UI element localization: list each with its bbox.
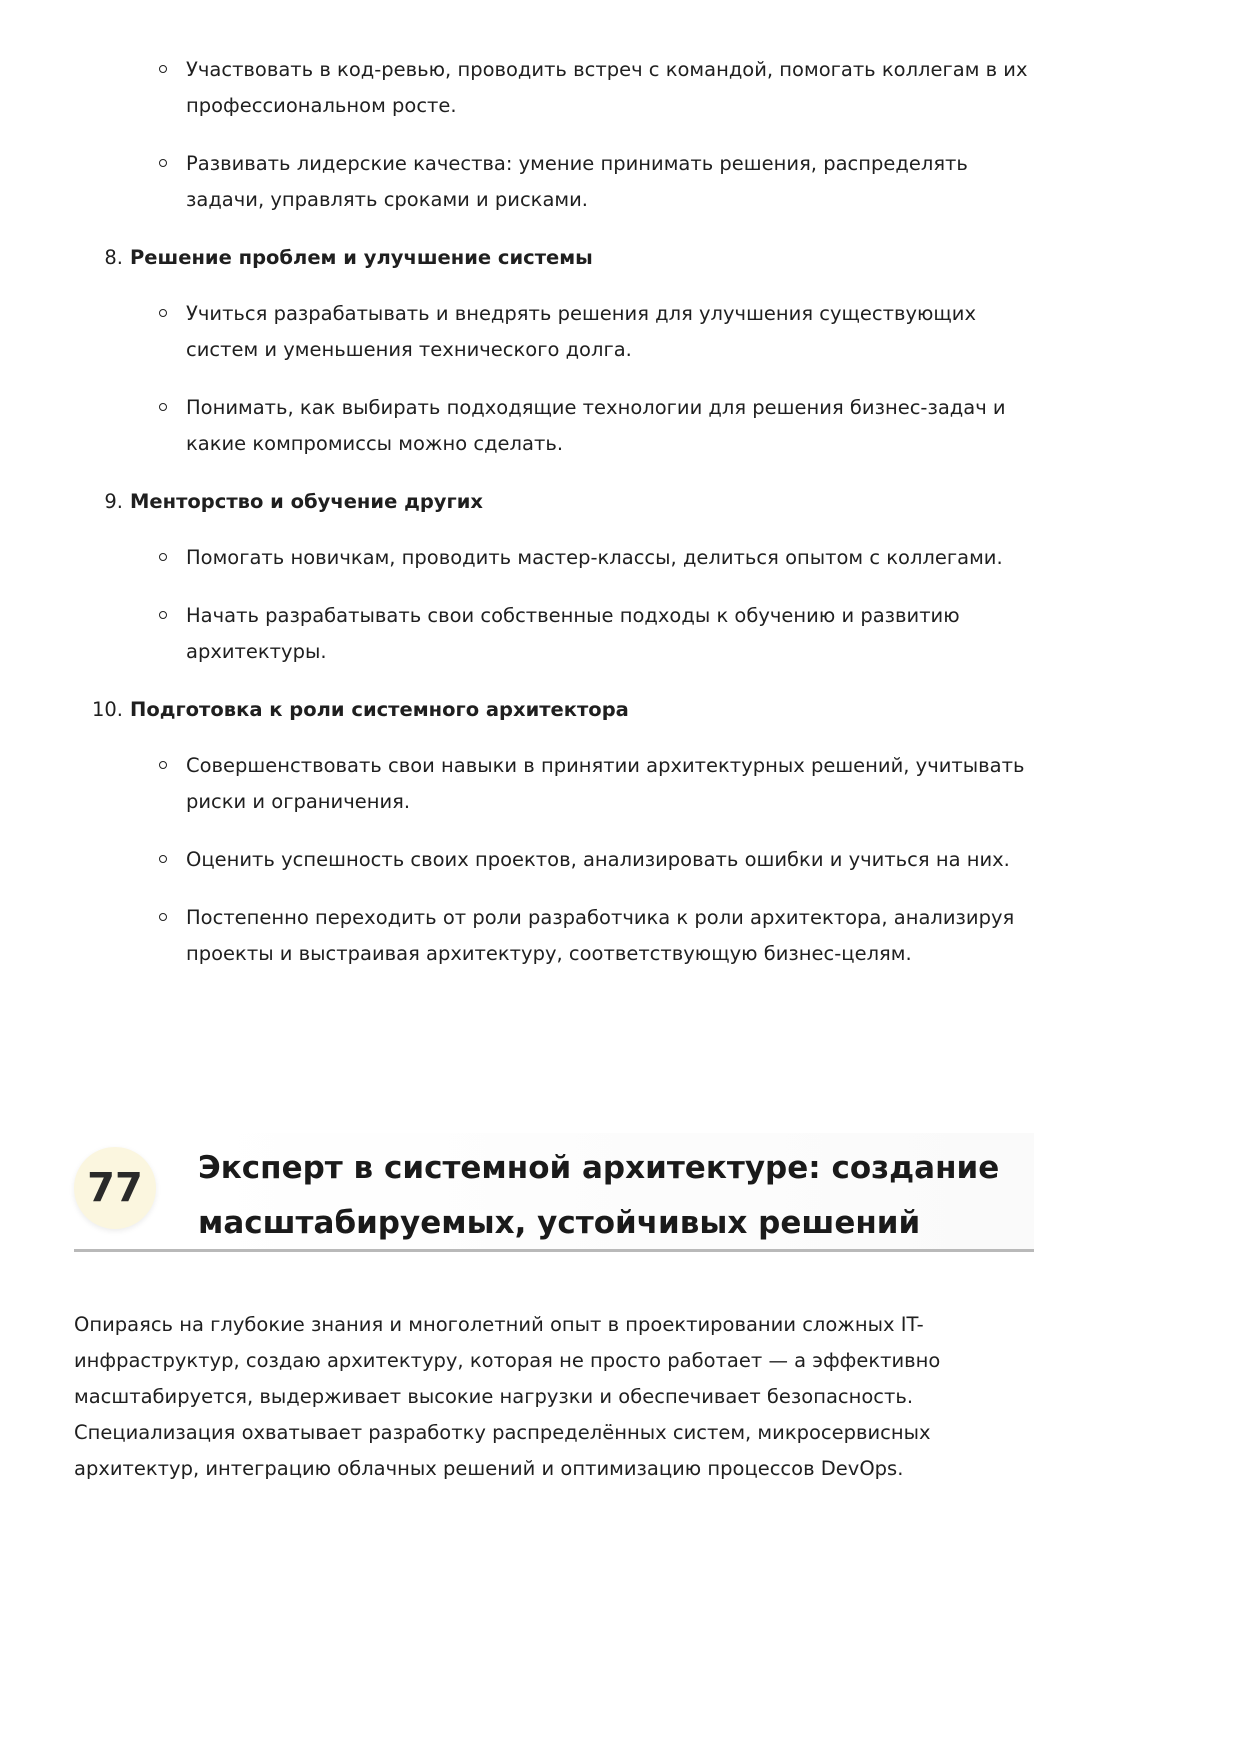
list-item — [0, 598, 1103, 670]
section-heading — [0, 240, 1103, 276]
list-item-text: Оценить успешность своих проектов, анализировать ошибки и учиться на них. — [186, 848, 1010, 871]
hollow-bullet-icon — [159, 309, 167, 317]
hollow-bullet-icon — [159, 403, 167, 411]
hollow-bullet-icon — [159, 913, 167, 921]
list-item — [0, 390, 1103, 462]
hollow-bullet-icon — [159, 611, 167, 619]
list-item — [0, 842, 1103, 878]
chapter-header — [74, 1133, 1034, 1251]
hollow-bullet-icon — [159, 65, 167, 73]
list-item-text: Учиться разрабатывать и внедрять решения для улучшения существующих систем и уменьшения технического долга. — [186, 302, 977, 361]
list-item — [0, 540, 1103, 576]
section-bullet-list — [0, 296, 1103, 462]
hollow-bullet-icon — [159, 159, 167, 167]
list-item-text: Совершенствовать свои навыки в принятии архитектурных решений, учитывать риски и ограничения. — [186, 754, 1025, 813]
intro-paragraph: Опираясь на глубокие знания и многолетний опыт в проектировании сложных IT-инфраструктур, создаю архитектуру, которая не просто работает — а эффективно масштабируется, выдерживает высокие нагрузки и обеспечивает безопасность. Специализация охватывает разработку распределённых систем, микросервисных архитектур, интеграцию облачных решений и оптимизацию процессов DevOps. — [74, 1312, 941, 1480]
numbered-sections — [0, 240, 1103, 994]
section-bullet-list — [0, 540, 1103, 670]
hollow-bullet-icon — [159, 855, 167, 863]
section-8 — [0, 240, 1103, 462]
list-item — [0, 52, 1103, 124]
list-item — [0, 900, 1103, 972]
section-number: 9. — [104, 490, 123, 513]
list-item — [0, 748, 1103, 820]
list-item — [0, 296, 1103, 368]
chapter-divider — [74, 1249, 1034, 1252]
section-title: Решение проблем и улучшение системы — [130, 246, 593, 269]
list-item-text: Развивать лидерские качества: умение принимать решения, распределять задачи, управлять сроками и рисками. — [186, 152, 968, 211]
list-item-text: Участвовать в код-ревью, проводить встреч с командой, помогать коллегам в их профессиональном росте. — [186, 58, 1028, 117]
list-item-text: Начать разрабатывать свои собственные подходы к обучению и развитию архитектуры. — [186, 604, 960, 663]
section-bullet-list — [0, 748, 1103, 972]
section-title: Менторство и обучение других — [130, 490, 483, 513]
section-title: Подготовка к роли системного архитектора — [130, 698, 629, 721]
section-number: 10. — [91, 698, 123, 721]
list-item-text: Понимать, как выбирать подходящие технологии для решения бизнес-задач и какие компромиссы можно сделать. — [186, 396, 1006, 455]
list-item — [0, 146, 1103, 218]
continued-bullet-list — [0, 52, 1103, 240]
list-item-text: Постепенно переходить от роли разработчика к роли архитектора, анализируя проекты и выстраивая архитектуру, соответствующую бизнес-целям. — [186, 906, 1015, 965]
chapter-title: Эксперт в системной архитектуре: создание масштабируемых, устойчивых решений — [198, 1150, 1000, 1241]
hollow-bullet-icon — [159, 761, 167, 769]
hollow-bullet-icon — [159, 553, 167, 561]
chapter-number-badge: 77 — [74, 1147, 156, 1229]
list-item-text: Помогать новичкам, проводить мастер-классы, делиться опытом с коллегами. — [186, 546, 1003, 569]
section-10 — [0, 692, 1103, 972]
section-9 — [0, 484, 1103, 670]
section-number: 8. — [104, 246, 123, 269]
section-heading — [0, 692, 1103, 728]
section-heading — [0, 484, 1103, 520]
